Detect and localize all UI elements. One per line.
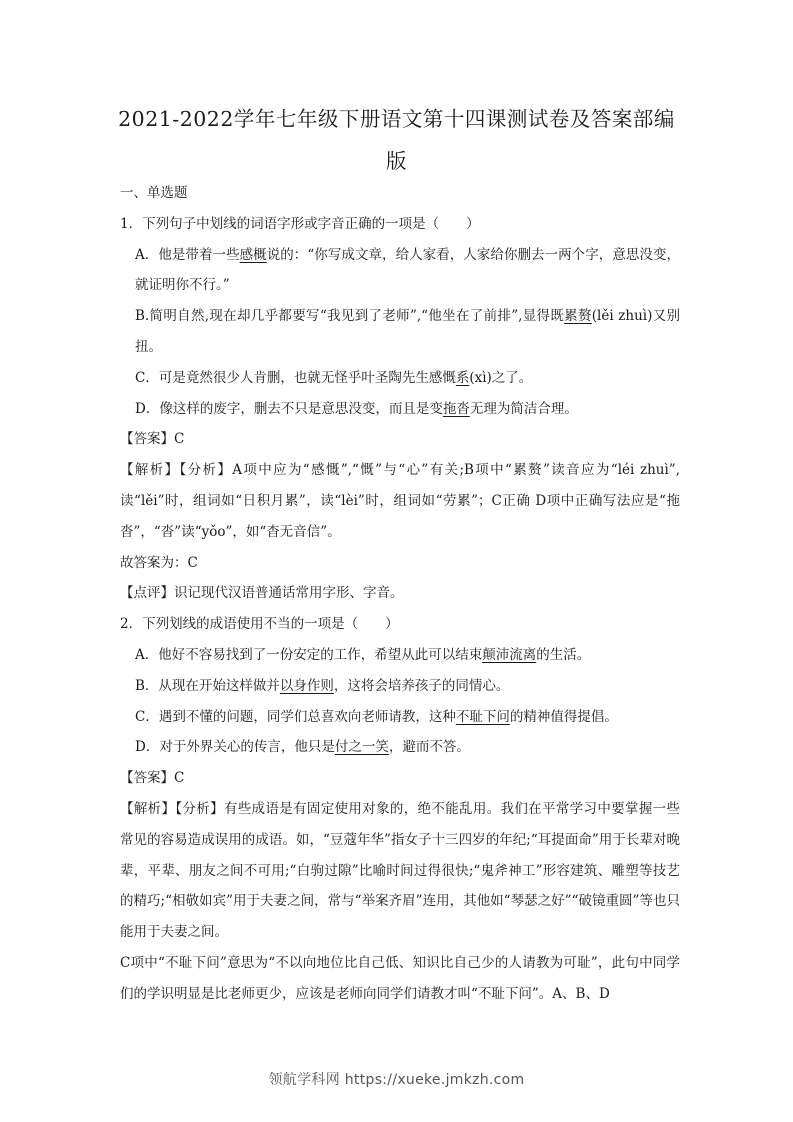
q2-answer: 【答案】C	[120, 770, 185, 787]
option-text: (lěi zhuì)又别扭。	[135, 308, 680, 355]
option-text: D．对于外界关心的传言，他只是	[135, 739, 335, 756]
option-text: 无理为简洁合理。	[469, 400, 578, 417]
option-text: 的生活。	[536, 646, 591, 663]
underlined-idiom: 颠沛流离	[482, 646, 537, 663]
option-text: A．他好不容易找到了一份安定的工作，希望从此可以结束	[135, 646, 483, 663]
q2-stem: 2．下列划线的成语使用不当的一项是（ ）	[120, 616, 399, 633]
option-text: A．他是带着一些	[135, 246, 240, 263]
option-text: 的精神值得提倡。	[509, 708, 618, 725]
option-text: B.简明自然,现在却几乎都要写“我见到了老师”,“他坐在了前排”,显得既	[135, 308, 565, 325]
option-text: B．从现在开始这样做并	[135, 677, 280, 694]
q2-option-c	[120, 702, 680, 733]
q2-analysis: 【解析】【分析】有些成语是有固定使用对象的，绝不能乱用。我们在平常学习中要掌握一些常见的容易造成误用的成语。如，“豆蔻年华”指女子十三四岁的年纪;“耳提面命”用于长辈对晚辈，平辈、朋友之间不可用;“白驹过隙”比喻时间过得很快;“鬼斧神工”形容建筑、雕塑等技艺的精巧;“相敬如宾”用于夫妻之间，常与“举案齐眉”连用，其他如“琴瑟之好”“破镜重圆”等也只能用于夫妻之间。	[120, 800, 680, 941]
underlined-idiom: 付之一笑	[334, 739, 389, 756]
q1-option-a	[120, 240, 680, 302]
underlined-idiom: 以身作则	[279, 677, 334, 694]
underlined-word: 系	[455, 369, 470, 386]
underlined-word: 感概	[239, 246, 267, 263]
option-text: ，这将会培养孩子的同情心。	[333, 677, 510, 694]
q1-answer: 【答案】C	[120, 431, 185, 448]
q1-option-c	[120, 363, 680, 394]
page-footer: 领航学科网 https://xueke.jmkzh.com	[268, 1072, 525, 1088]
q2-analysis-continued: C项中“不耻下问”意思为“不以向地位比自己低、知识比自己少的人请教为可耻”，此句中同学们的学识明显是比老师更少，应该是老师向同学们请教才叫“不耻下问”。A、B、D	[120, 954, 680, 1002]
q1-analysis: 【解析】【分析】A项中应为“感慨”,“慨”与“心”有关;B项中“累赘”读音应为“léi zhuì”,读“lěi”时，组词如“日积月累”，读“lèi”时，组词如“劳累”；C正确 D项中正确写法应是“拖沓”，“沓”读“yǒo”，如“杳无音信”。	[120, 462, 680, 540]
q1-stem: 1．下列句子中划线的词语字形或字音正确的一项是（ ）	[120, 215, 480, 232]
option-text: ，避而不答。	[388, 739, 470, 756]
option-text: (xì)之了。	[469, 369, 533, 386]
q2-option-a	[120, 640, 680, 671]
q1-option-b	[120, 301, 680, 363]
underlined-idiom: 不耻下问	[455, 708, 510, 725]
q1-option-d	[120, 394, 680, 425]
option-text: C．遇到不懂的问题，同学们总喜欢向老师请教，这种	[135, 708, 456, 725]
q2-option-d	[120, 732, 680, 763]
option-text: C．可是竟然很少人肯删，也就无怪乎叶圣陶先生感慨	[135, 369, 456, 386]
document-title: 2021-2022学年七年级下册语文第十四课测试卷及答案部编版	[118, 107, 675, 173]
option-text: 说的：“你写成文章，给人家看，人家给你删去一两个字，意思没变，就证明你不行。”	[135, 246, 681, 294]
q1-conclusion: 故答案为：C	[120, 554, 198, 571]
q1-comment: 【点评】识记现代汉语普通话常用字形、字音。	[120, 585, 404, 602]
underlined-word: 拖沓	[442, 400, 470, 417]
underlined-word: 累赘	[564, 308, 592, 325]
section-heading: 一、单选题	[120, 185, 188, 201]
q2-option-b	[120, 671, 680, 702]
option-text: D．像这样的废字，删去不只是意思没变，而且是变	[135, 400, 443, 417]
document-body	[120, 178, 680, 1010]
